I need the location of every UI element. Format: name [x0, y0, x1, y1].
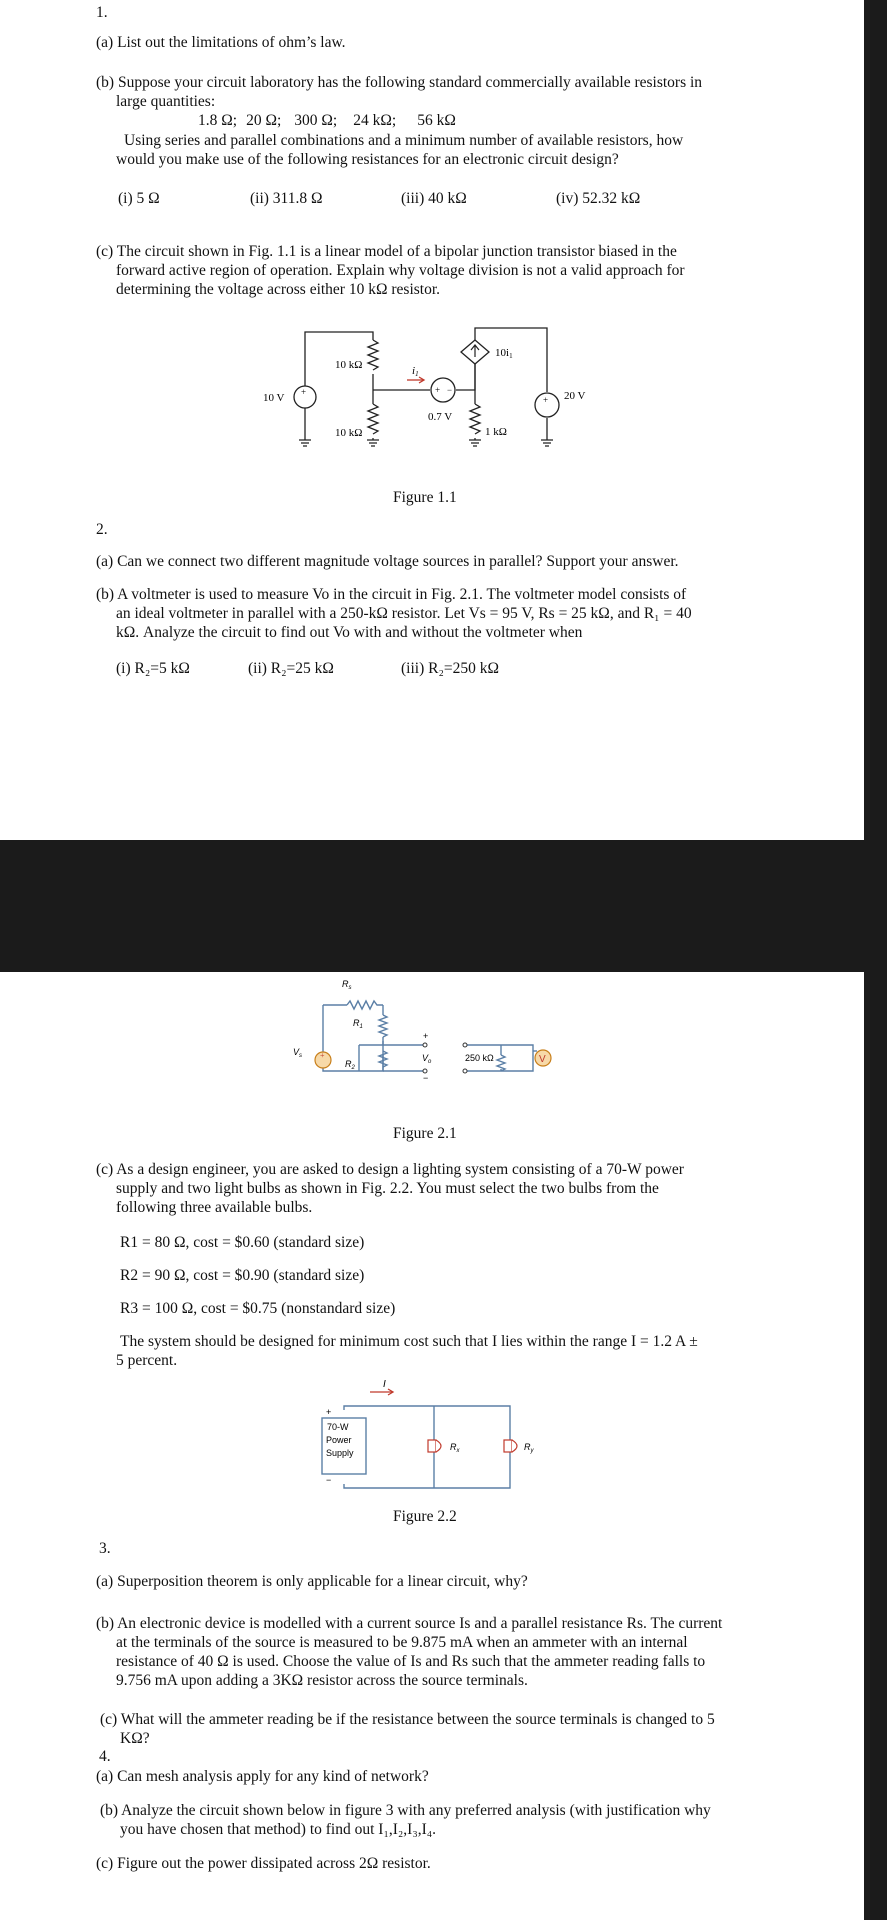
page-gap-band [0, 840, 887, 972]
label-i1: i1 [412, 365, 419, 378]
q3-part-b [96, 1614, 760, 1690]
rs-resistor-icon [347, 1001, 383, 1009]
q2-c-constraint [96, 1332, 760, 1370]
q2-b-option: (iii) R₂=250 kΩ [401, 660, 499, 677]
label-250k: 250 kΩ [465, 1053, 494, 1063]
q1-b-line2: large quantities: [116, 93, 216, 110]
q1-b-option: (i) 5 Ω [118, 190, 160, 207]
q2-part-b [96, 585, 760, 642]
q1-b-line4: would you make use of the following resistances for an electronic circuit design? [116, 151, 619, 168]
svg-text:+: + [320, 1051, 325, 1060]
svg-text:−: − [423, 1073, 429, 1083]
svg-text:−: − [447, 385, 453, 395]
label-ry: $R_y$ [524, 1442, 534, 1454]
figure-2-2-circuit [310, 1380, 540, 1495]
resistor-list [198, 112, 456, 130]
q2-b-option: (i) R₂=5 kΩ [116, 660, 190, 677]
q2-part-a: (a) Can we connect two different magnitude voltage sources in parallel? Support your answer. [96, 553, 679, 570]
q3-part-c [100, 1710, 764, 1748]
q2-c-line5: 5 percent. [116, 1352, 178, 1369]
figure-1-1-circuit [255, 322, 586, 472]
figure-2-2-caption: Figure 2.2 [393, 1508, 457, 1525]
resistor-value: 20 Ω; [246, 112, 282, 129]
supply-label-line1: 70-W [327, 1422, 349, 1432]
q3-b-line2: at the terminals of the source is measured to be 9.875 mA when an ammeter with an internal [116, 1634, 688, 1651]
svg-text:V: V [539, 1054, 546, 1065]
q1-b-option: (iv) 52.32 kΩ [556, 190, 641, 207]
svg-text:+: + [423, 1031, 429, 1041]
q3-number: 3. [99, 1540, 111, 1557]
q4-b-line2: you have chosen that method) to find out I₁,I₂,I₃,I₄. [120, 1821, 437, 1838]
label-rs: $R_s$ [342, 979, 352, 991]
label-r-bottom: 10 kΩ [335, 427, 363, 439]
bulb-option: R1 = 80 Ω, cost = $0.60 (standard size) [120, 1234, 365, 1251]
q1-part-a: (a) List out the limitations of ohm’s law. [96, 34, 346, 51]
terminal-icon [463, 1043, 467, 1047]
svg-text:+: + [435, 385, 441, 395]
q3-b-line3: resistance of 40 Ω is used. Choose the value of Is and Rs such that the ammeter reading falls to [116, 1653, 706, 1670]
q1-part-c [96, 242, 760, 299]
q3-b-line4: 9.756 mA upon adding a 3KΩ resistor across the source terminals. [116, 1672, 528, 1689]
q2-b-line1: (b) A voltmeter is used to measure Vo in the circuit in Fig. 2.1. The voltmeter model consists of [96, 586, 687, 603]
figure-2-1-caption: Figure 2.1 [393, 1125, 457, 1142]
q1-b-option: (iii) 40 kΩ [401, 190, 467, 207]
q2-c-line2: supply and two light bulbs as shown in Fig. 2.2. You must select the two bulbs from the [116, 1180, 659, 1197]
supply-label-line2: Power [326, 1435, 352, 1445]
terminal-icon [463, 1069, 467, 1073]
resistor-value: 300 Ω; [294, 112, 338, 129]
label-10v: 10 V [263, 392, 285, 404]
q2-c-line3: following three available bulbs. [116, 1199, 313, 1216]
q1-c-line2: forward active region of operation. Explain why voltage division is not a valid approach for [116, 262, 685, 279]
q4-part-c: (c) Figure out the power dissipated across 2Ω resistor. [96, 1855, 431, 1872]
label-20v: 20 V [564, 390, 586, 402]
figure-1-1-caption: Figure 1.1 [393, 489, 457, 506]
resistor-value: 24 kΩ; [353, 112, 397, 129]
label-0-7v: 0.7 V [428, 411, 453, 423]
q1-part-b [96, 73, 760, 111]
q2-b-line2: an ideal voltmeter in parallel with a 250-kΩ resistor. Let Vs = 95 V, Rs = 25 kΩ, and R₁ = 40 [116, 605, 692, 622]
q2-b-line3: kΩ. Analyze the circuit to find out Vo with and without the voltmeter when [116, 624, 583, 641]
q3-c-line1: (c) What will the ammeter reading be if the resistance between the source terminals is changed to 5 [100, 1711, 715, 1728]
figure-2-1-circuit [285, 975, 565, 1110]
q1-b-line3: Using series and parallel combinations and a minimum number of available resistors, how [124, 132, 684, 149]
svg-text:+: + [326, 1407, 332, 1417]
label-10i1: 10i1 [495, 347, 513, 360]
label-vs: $V_s$ [293, 1047, 303, 1059]
q1-b-option: (ii) 311.8 Ω [250, 190, 323, 207]
label-vo: $V_o$ [422, 1053, 432, 1065]
supply-label-line3: Supply [326, 1448, 354, 1458]
plus-sign: + [301, 387, 307, 397]
q3-c-line2: KΩ? [120, 1730, 150, 1747]
q1-number: 1. [96, 4, 108, 21]
q1-b-text [96, 131, 760, 169]
q4-part-a: (a) Can mesh analysis apply for any kind of network? [96, 1768, 429, 1785]
q1-b-line1: (b) Suppose your circuit laboratory has the following standard commercially available resistors in [96, 74, 703, 91]
label-I: I [383, 1379, 386, 1390]
svg-text:+: + [543, 395, 549, 405]
q2-b-option: (ii) R₂=25 kΩ [248, 660, 334, 677]
label-1k: 1 kΩ [485, 426, 507, 438]
q4-number: 4. [99, 1748, 111, 1765]
q2-c-line4: The system should be designed for minimum cost such that I lies within the range I = 1.2 A ± [120, 1333, 698, 1350]
bulb-option: R2 = 90 Ω, cost = $0.90 (standard size) [120, 1267, 365, 1284]
resistor-value: 1.8 Ω; [198, 112, 238, 129]
label-r-top: 10 kΩ [335, 359, 363, 371]
q2-c-line1: (c) As a design engineer, you are asked to design a lighting system consisting of a 70-W power [96, 1161, 684, 1178]
q2-number: 2. [96, 521, 108, 538]
bulb-ry-icon [504, 1440, 517, 1452]
q2-part-c [96, 1160, 760, 1217]
q4-part-b [100, 1801, 764, 1839]
q4-b-line1: (b) Analyze the circuit shown below in figure 3 with any preferred analysis (with justification why [100, 1802, 711, 1819]
q3-b-line1: (b) An electronic device is modelled with a current source Is and a parallel resistance Rs. The current [96, 1615, 723, 1632]
q1-c-line3: determining the voltage across either 10 kΩ resistor. [116, 281, 441, 298]
bulb-rx-icon [428, 1440, 441, 1452]
q3-part-a: (a) Superposition theorem is only applicable for a linear circuit, why? [96, 1573, 528, 1590]
label-rx: $R_x$ [450, 1442, 460, 1454]
bulb-option: R3 = 100 Ω, cost = $0.75 (nonstandard size) [120, 1300, 396, 1317]
svg-text:−: − [326, 1475, 332, 1485]
resistor-value: 56 kΩ [417, 112, 456, 129]
label-r2: $R_2$ [345, 1059, 355, 1071]
terminal-icon [423, 1043, 427, 1047]
label-r1: $R_1$ [353, 1018, 363, 1030]
q1-c-line1: (c) The circuit shown in Fig. 1.1 is a linear model of a bipolar junction transistor biased in the [96, 243, 677, 260]
